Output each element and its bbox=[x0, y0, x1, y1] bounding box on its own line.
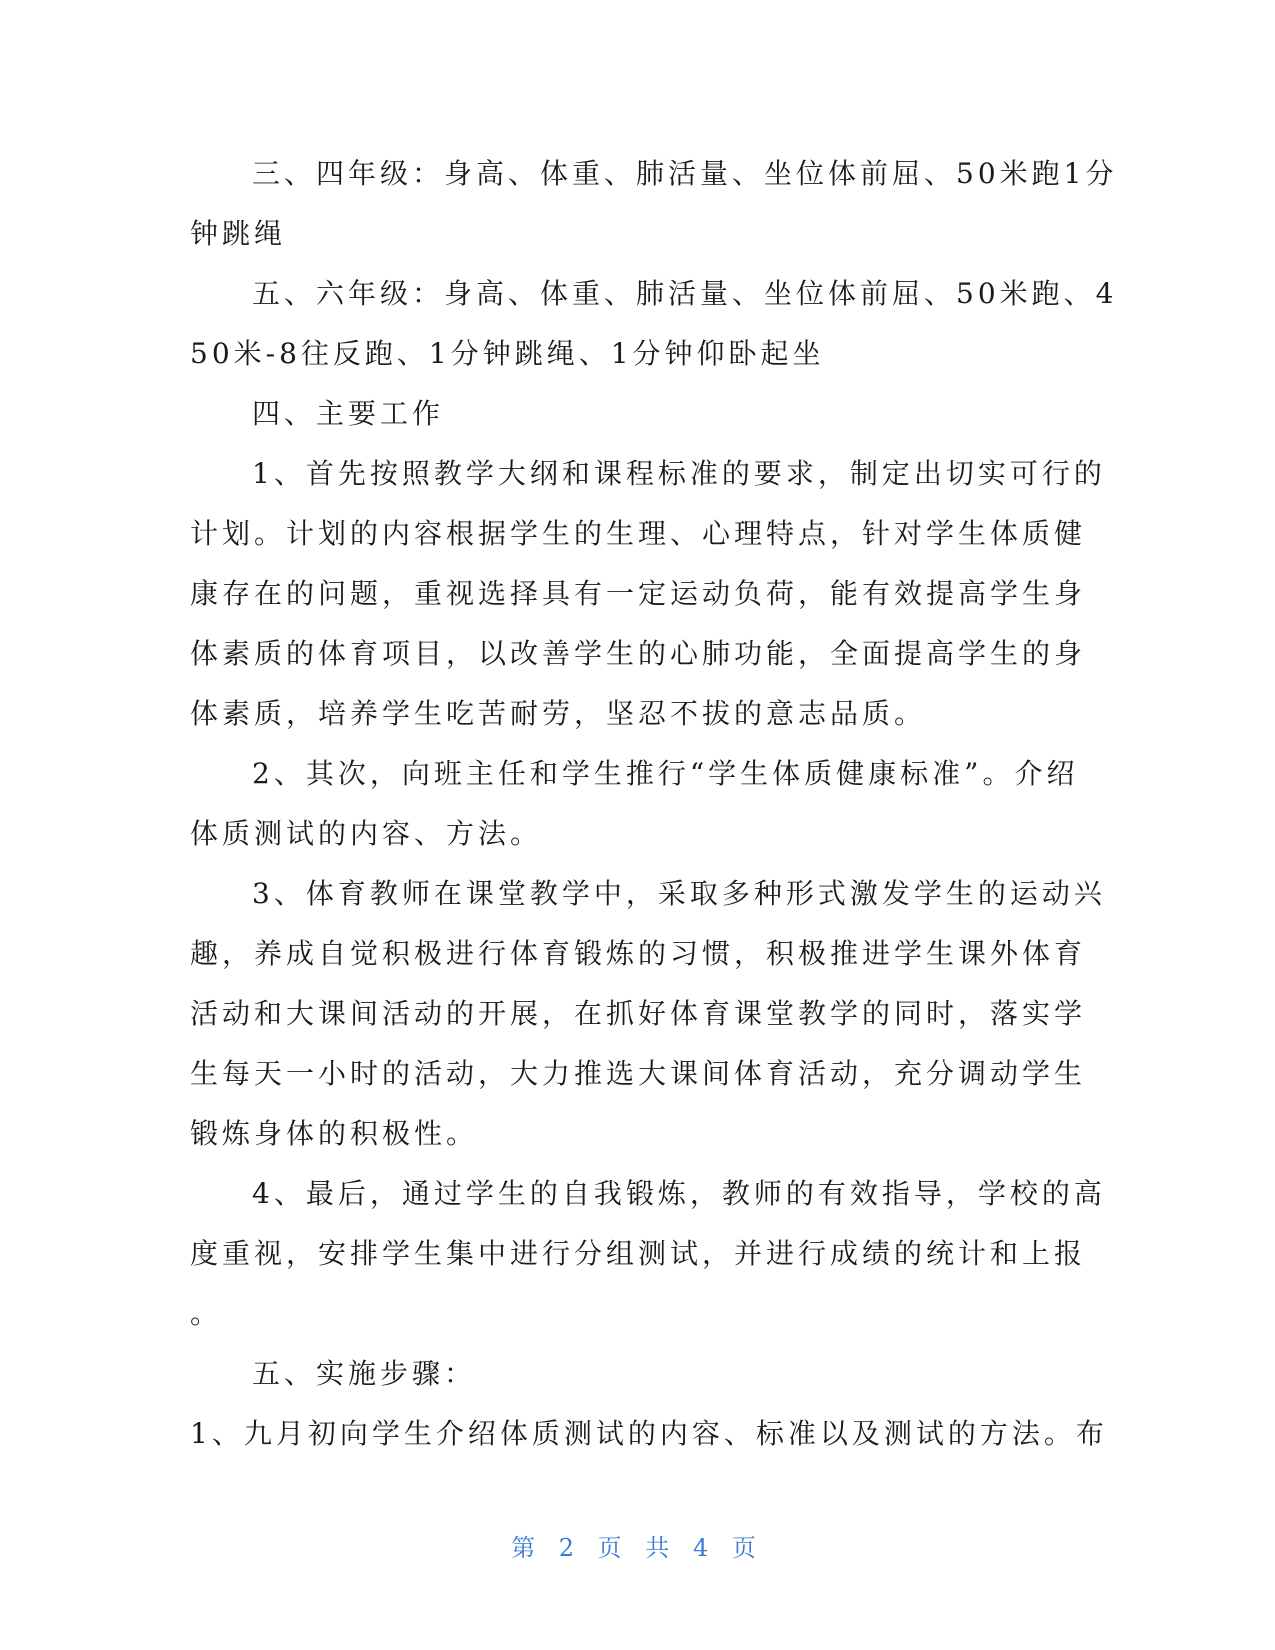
text-line: 五、六年级：身高、体重、肺活量、坐位体前屈、50米跑、4 bbox=[252, 277, 1118, 310]
text-line: 3、体育教师在课堂教学中，采取多种形式激发学生的运动兴 bbox=[252, 877, 1106, 910]
section-heading: 四、主要工作 bbox=[252, 397, 445, 430]
page-number-footer: 第 2 页 共 4 页 bbox=[511, 1534, 764, 1562]
text-line: 2、其次，向班主任和学生推行“学生体质健康标准”。介绍 bbox=[252, 757, 1079, 790]
document-body bbox=[190, 144, 1118, 1464]
text-line: 1、九月初向学生介绍体质测试的内容、标准以及测试的方法。布 bbox=[190, 1417, 1108, 1450]
text-line: 4、最后，通过学生的自我锻炼，教师的有效指导，学校的高 bbox=[252, 1177, 1106, 1210]
text-line: 锻炼身体的积极性。 bbox=[190, 1117, 479, 1150]
text-line: 1、首先按照教学大纲和课程标准的要求，制定出切实可行的 bbox=[252, 457, 1106, 490]
text-line: 体质测试的内容、方法。 bbox=[190, 817, 543, 850]
section-heading: 五、实施步骤： bbox=[252, 1357, 477, 1390]
text-line: 度重视，安排学生集中进行分组测试，并进行成绩的统计和上报 bbox=[190, 1237, 1087, 1270]
text-line: 。 bbox=[190, 1297, 223, 1330]
text-line: 体素质，培养学生吃苦耐劳，坚忍不拔的意志品质。 bbox=[190, 697, 927, 730]
text-line: 趣，养成自觉积极进行体育锻炼的习惯，积极推进学生课外体育 bbox=[190, 937, 1087, 970]
text-line: 计划。计划的内容根据学生的生理、心理特点，针对学生体质健 bbox=[190, 517, 1087, 550]
text-line: 活动和大课间活动的开展，在抓好体育课堂教学的同时，落实学 bbox=[190, 997, 1087, 1030]
text-line: 康存在的问题，重视选择具有一定运动负荷，能有效提高学生身 bbox=[190, 577, 1087, 610]
text-line: 三、四年级：身高、体重、肺活量、坐位体前屈、50米跑1分 bbox=[252, 157, 1118, 190]
text-line: 钟跳绳 bbox=[190, 217, 287, 250]
text-line: 50米-8往反跑、1分钟跳绳、1分钟仰卧起坐 bbox=[190, 337, 825, 370]
text-line: 生每天一小时的活动，大力推选大课间体育活动，充分调动学生 bbox=[190, 1057, 1087, 1090]
text-line: 体素质的体育项目，以改善学生的心肺功能，全面提高学生的身 bbox=[190, 637, 1087, 670]
